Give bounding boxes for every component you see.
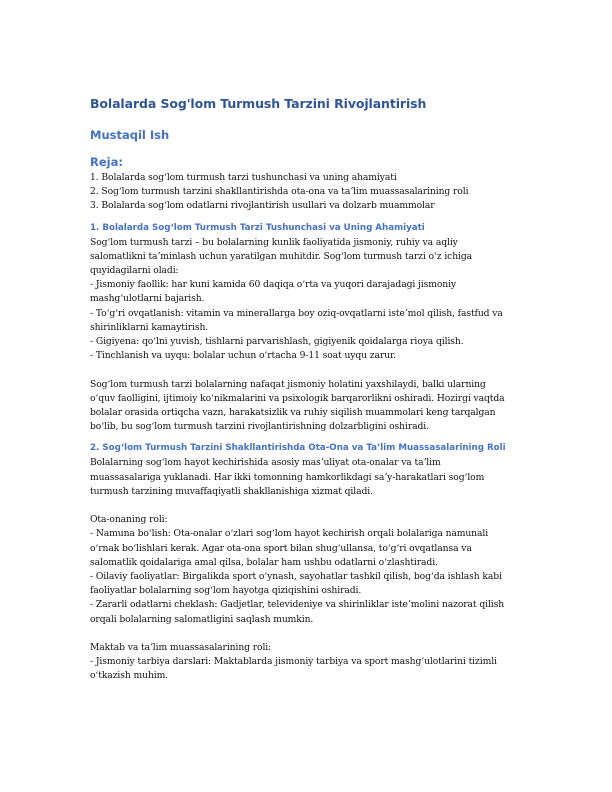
section-2-heading: 2. Sogʻlom Turmush Tarzini Shakllantirishda Ota-Ona va Taʼlim Muassasalarining Roli: [90, 443, 506, 454]
paragraph-spacer: [90, 363, 528, 377]
section-1-line: - Gigiyena: qoʻlni yuvish, tishlarni parvarishlash, gigiyenik qoidalarga rioya qilish.: [90, 336, 464, 348]
section-1-para2-line: Sogʻlom turmush tarzi bolalarning nafaqat jismoniy holatini yaxshilaydi, balki ularning: [90, 378, 486, 390]
section-2-body: [90, 456, 528, 683]
plan-item: 3. Bolalarda sogʻlom odatlarni rivojlantirish usullari va dolzarb muammolar: [90, 200, 435, 212]
section-2-intro-line: Bolalarning sogʻlom hayot kechirishida asosiy masʼuliyat ota-onalar va taʼlim: [90, 457, 441, 469]
parents-role-line: - Namuna boʻlish: Ota-onalar oʻzlari sogʻlom hayot kechirish orqali bolalariga namunali: [90, 528, 489, 540]
paragraph-spacer: [90, 499, 528, 513]
plan-item: 1. Bolalarda sogʻlom turmush tarzi tushunchasi va uning ahamiyati: [90, 172, 397, 183]
section-1-line: - Tinchlanish va uyqu: bolalar uchun oʻrtacha 9-11 soat uyqu zarur.: [90, 350, 397, 362]
school-role-heading: Maktab va taʼlim muassasalarining roli:: [90, 642, 272, 654]
section-1-line: shirinliklarni kamaytirish.: [90, 321, 209, 333]
section-1-body: [90, 236, 528, 435]
parents-role-heading: Ota-onaning roli:: [90, 514, 168, 526]
section-1-para2-line: bolalar orasida ortiqcha vazn, harakatsizlik va ruhiy siqilish muammolari keng tarqalgan: [90, 407, 496, 419]
section-1-heading: 1. Bolalarda Sogʻlom Turmush Tarzi Tushunchasi va Uning Ahamiyati: [90, 222, 425, 233]
section-1-line: Sogʻlom turmush tarzi – bu bolalarning kunlik faoliyatida jismoniy, ruhiy va aqliy: [90, 236, 458, 248]
section-1-line: - Toʻgʻri ovqatlanish: vitamin va minerallarga boy oziq-ovqatlarni isteʼmol qilish, fastfud va: [90, 307, 503, 319]
school-role-line: oʻtkazish muhim.: [90, 670, 169, 682]
parents-role-line: oʻrnak boʻlishlari kerak. Agar ota-ona sport bilan shugʻullansa, toʻgʻri ovqatlansa va: [90, 542, 472, 554]
parents-role-line: orqali bolalarning salomatligini saqlash mumkin.: [90, 613, 314, 625]
parents-role-line: faoliyatlar bolalarning sogʻlom hayotga qiziqishini oshiradi.: [90, 585, 362, 597]
plan-item: 2. Sogʻlom turmush tarzini shakllantirishda ota-ona va taʼlim muassasalarining roli: [90, 186, 469, 198]
section-1-para2-line: oʻquv faolligini, ijtimoiy koʻnikmalarini va psixologik barqarorlikni oshiradi. Hozirgi vaqtda: [90, 392, 505, 404]
section-1-line: quyidagilarni oladi:: [90, 265, 179, 277]
section-2-intro-line: muassasalariga yuklanadi. Har ikki tomonning hamkorlikdagi saʼy-harakatlari sogʻlom: [90, 471, 485, 483]
paragraph-spacer: [90, 627, 528, 641]
document-title: Bolalarda Sog'lom Turmush Tarzini Rivojlantirish: [90, 96, 427, 111]
plan-list: [90, 171, 528, 214]
section-1-line: mashgʻulotlarni bajarish.: [90, 293, 205, 305]
section-1-line: - Jismoniy faollik: har kuni kamida 60 daqiqa oʻrta va yuqori darajadagi jismoniy: [90, 279, 457, 291]
parents-role-line: salomatlik qoidalariga amal qilsa, bolalar ham ushbu odatlarni oʻzlashtiradi.: [90, 556, 438, 568]
section-2-intro-line: turmush tarzining muvaffaqiyatli shakllanishiga xizmat qiladi.: [90, 485, 373, 497]
document-page: [90, 96, 528, 684]
parents-role-line: - Zararli odatlarni cheklash: Gadjetlar, televideniye va shirinliklar isteʼmolini nazorat qilish: [90, 599, 505, 611]
parents-role-line: - Oilaviy faoliyatlar: Birgalikda sport oʻynash, sayohatlar tashkil qilish, bogʻda ishlash kabi: [90, 571, 502, 583]
school-role-line: - Jismoniy tarbiya darslari: Maktablarda jismoniy tarbiya va sport mashgʻulotlarini tizimli: [90, 656, 497, 668]
document-subtitle: Mustaqil Ish: [90, 128, 170, 142]
section-1-line: salomatlikni taʼminlash uchun yaratilgan muhitdir. Sogʻlom turmush tarzi oʻz ichiga: [90, 250, 473, 262]
section-1-para2-line: boʻlib, bu sogʻlom turmush tarzini rivojlantirishning dolzarbligini oshiradi.: [90, 421, 429, 433]
plan-heading: Reja:: [90, 155, 123, 169]
